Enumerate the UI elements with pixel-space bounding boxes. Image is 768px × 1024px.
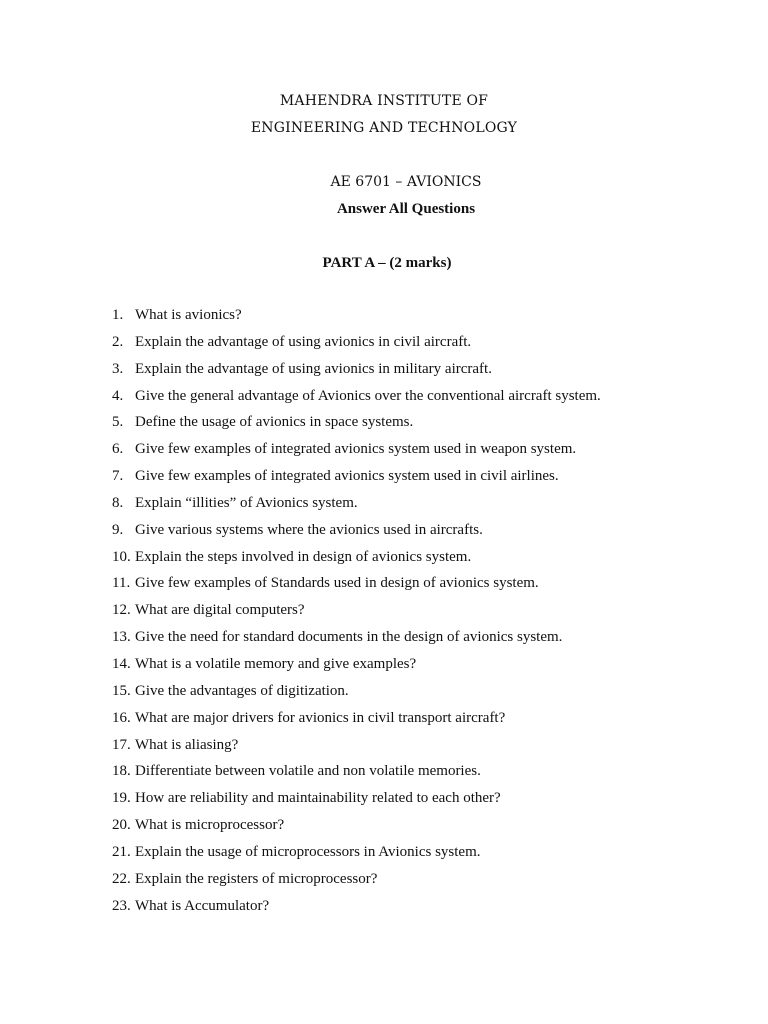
- question-text: Define the usage of avionics in space systems.: [135, 414, 414, 431]
- question-text: Explain the advantage of using avionics in military aircraft.: [135, 360, 492, 377]
- question-text: Give few examples of integrated avionics system used in civil airlines.: [135, 468, 559, 485]
- exam-instruction: Answer All Questions: [336, 201, 476, 217]
- question-text: Explain “illities” of Avionics system.: [135, 494, 358, 511]
- question-number: 6.: [112, 441, 124, 458]
- question-number: 17.: [112, 736, 131, 753]
- question-text: How are reliability and maintainability related to each other?: [135, 790, 501, 807]
- question-text: Explain the usage of microprocessors in Avionics system.: [135, 843, 481, 860]
- institution-name-line1: MAHENDRA INSTITUTE OF: [279, 93, 489, 109]
- question-number: 2.: [112, 333, 124, 350]
- question-number: 5.: [112, 414, 124, 431]
- question-text: Give few examples of Standards used in design of avionics system.: [135, 575, 539, 592]
- question-number: 21.: [112, 843, 131, 860]
- question-text: What are digital computers?: [135, 602, 305, 619]
- question-number: 20.: [112, 817, 131, 834]
- question-number: 18.: [112, 763, 131, 780]
- course-title: AE 6701 – AVIONICS: [330, 174, 482, 190]
- question-text: What is microprocessor?: [135, 817, 285, 834]
- question-text: Give few examples of integrated avionics system used in weapon system.: [135, 441, 577, 458]
- question-number: 19.: [112, 790, 131, 807]
- question-number: 23.: [112, 897, 131, 914]
- part-heading: PART A – (2 marks): [322, 255, 452, 271]
- question-number: 10.: [112, 548, 131, 565]
- question-text: Give the advantages of digitization.: [135, 682, 349, 699]
- question-text: What is Accumulator?: [135, 897, 270, 914]
- question-text: What is avionics?: [135, 307, 242, 323]
- question-number: 13.: [112, 629, 131, 646]
- question-text: Explain the registers of microprocessor?: [135, 870, 378, 887]
- question-text: What are major drivers for avionics in civil transport aircraft?: [135, 709, 506, 726]
- question-number: 12.: [112, 602, 131, 619]
- question-number: 15.: [112, 682, 131, 699]
- question-number: 3.: [112, 360, 124, 377]
- question-number: 14.: [112, 655, 131, 672]
- question-number: 9.: [112, 521, 124, 538]
- question-number: 4.: [112, 387, 124, 404]
- question-number: 22.: [112, 870, 131, 887]
- question-number: 1.: [112, 307, 124, 323]
- question-text: Explain the steps involved in design of avionics system.: [135, 548, 472, 565]
- institution-name-line2: ENGINEERING AND TECHNOLOGY: [250, 120, 518, 136]
- question-number: 7.: [112, 468, 124, 485]
- question-text: Give the need for standard documents in the design of avionics system.: [135, 629, 563, 646]
- question-text: Differentiate between volatile and non volatile memories.: [135, 763, 481, 780]
- question-text: Give various systems where the avionics used in aircrafts.: [135, 521, 483, 538]
- question-text: Explain the advantage of using avionics in civil aircraft.: [135, 333, 472, 350]
- question-number: 16.: [112, 709, 131, 726]
- question-text: What is a volatile memory and give examples?: [135, 655, 417, 672]
- question-text: What is aliasing?: [135, 736, 239, 753]
- question-text: Give the general advantage of Avionics over the conventional aircraft system.: [135, 387, 601, 404]
- question-number: 11.: [112, 575, 131, 592]
- question-number: 8.: [112, 494, 124, 511]
